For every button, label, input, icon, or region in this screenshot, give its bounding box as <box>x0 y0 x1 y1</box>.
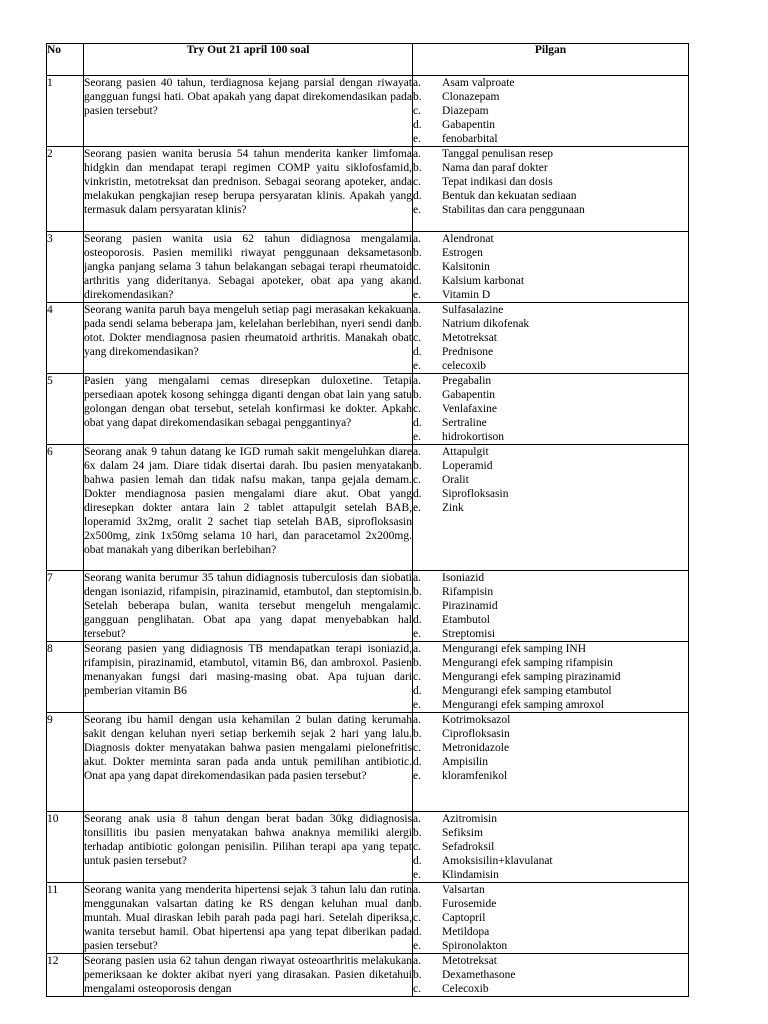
option-item <box>413 599 688 613</box>
option-letter: a. <box>413 714 421 726</box>
option-item <box>413 627 688 641</box>
option-item <box>413 670 688 684</box>
option-item <box>413 826 688 840</box>
option-letter: b. <box>413 586 422 598</box>
question-text: Seorang ibu hamil dengan usia kehamilan 2 bulan dating kerumah sakit dengan keluhan nyeri setiap berkemih sejak 2 hari yang lalu. Diagnosis dokter menyatakan bahwa pasien mengalami pielonefritis akut. Dokter meminta saran pada anda untuk pemilihan antibiotic. Onat apa yang dapat direkomendasikan pada pasien tersebut? <box>84 713 413 812</box>
option-item <box>413 246 688 260</box>
option-letter: e. <box>413 204 421 216</box>
option-item <box>413 118 688 132</box>
question-text: Seorang pasien wanita berusia 54 tahun menderita kanker limfoma hidgkin dan mendapat terapi regimen COMP yaitu siklofosfamid, vinkristin, metotreksat dan prednison. Sebagai seorang apoteker, anda melakukan pengkajian resep berupa persyaratan klinis. Apakah yang termasuk dalam persyaratan klinis? <box>84 147 413 232</box>
option-letter: a. <box>413 77 421 89</box>
option-text: Azitromisin <box>442 813 497 825</box>
option-item <box>413 954 688 968</box>
table-row <box>47 374 689 445</box>
option-letter: d. <box>413 275 422 287</box>
question-text: Seorang wanita berumur 35 tahun didiagnosis tuberculosis dan siobati dengan isoniazid, rifampisin, pirazinamid, etambutol, dan steptomisin. Setelah beberapa bulan, wanita tersebut mengeluh mengalami gangguan penglihatan. Obat apa yang dapat menyebabkan hal tersebut? <box>84 572 412 640</box>
option-item <box>413 925 688 939</box>
option-text: Stabilitas dan cara penggunaan <box>442 204 585 216</box>
option-letter: a. <box>413 233 421 245</box>
option-item <box>413 755 688 769</box>
option-item <box>413 203 688 217</box>
option-letter: c. <box>413 983 421 995</box>
option-item <box>413 868 688 882</box>
option-letter: b. <box>413 898 422 910</box>
options-cell <box>413 571 689 642</box>
option-item <box>413 132 688 146</box>
option-text: Tanggal penulisan resep <box>442 148 553 160</box>
question-number: 3 <box>47 232 84 303</box>
option-item <box>413 769 688 783</box>
option-text: Spironolakton <box>442 940 508 952</box>
question-number: 8 <box>47 642 84 713</box>
question-number: 7 <box>47 571 84 642</box>
table-row <box>47 232 689 303</box>
header-title: Try Out 21 april 100 soal <box>84 44 413 76</box>
option-letter: e. <box>413 289 421 301</box>
option-item <box>413 459 688 473</box>
option-text: Sertraline <box>442 417 487 429</box>
option-letter: d. <box>413 614 422 626</box>
option-letter: b. <box>413 318 422 330</box>
option-letter: e. <box>413 628 421 640</box>
question-text: Seorang pasien yang didiagnosis TB mendapatkan terapi isoniazid, rifampisin, pirazinamid, etambutol, vitamin B6, dan ambroxol. Pasien menanyakan fungsi dari masing-masing obat. Apa tujuan dari pemberian vitamin B6 <box>84 642 413 713</box>
option-item <box>413 684 688 698</box>
option-item <box>413 656 688 670</box>
option-text: Metotreksat <box>442 955 497 967</box>
option-text: Mengurangi efek samping rifampisin <box>442 657 613 669</box>
table-row <box>47 445 689 571</box>
question-number: 5 <box>47 374 84 445</box>
option-item <box>413 501 688 515</box>
option-text: Kalsium karbonat <box>442 275 525 287</box>
option-item <box>413 374 688 388</box>
option-item <box>413 982 688 996</box>
option-item <box>413 487 688 501</box>
table-row <box>47 713 689 812</box>
option-text: Kotrimoksazol <box>442 714 511 726</box>
option-item <box>413 104 688 118</box>
option-text: Mengurangi efek samping pirazinamid <box>442 671 621 683</box>
option-letter: c. <box>413 912 421 924</box>
option-item <box>413 402 688 416</box>
option-item <box>413 388 688 402</box>
option-item <box>413 175 688 189</box>
option-letter: e. <box>413 360 421 372</box>
option-letter: c. <box>413 742 421 754</box>
option-letter: a. <box>413 304 421 316</box>
option-letter: e. <box>413 431 421 443</box>
option-item <box>413 430 688 444</box>
option-letter: a. <box>413 955 421 967</box>
option-item <box>413 232 688 246</box>
option-text: celecoxib <box>442 360 487 372</box>
option-item <box>413 303 688 317</box>
option-text: Nama dan paraf dokter <box>442 162 548 174</box>
option-letter: e. <box>413 770 421 782</box>
question-table <box>46 43 689 997</box>
option-letter: c. <box>413 332 421 344</box>
option-letter: c. <box>413 671 421 683</box>
option-item <box>413 840 688 854</box>
header-no: No <box>47 44 84 76</box>
option-letter: a. <box>413 375 421 387</box>
option-item <box>413 147 688 161</box>
option-item <box>413 911 688 925</box>
option-item <box>413 189 688 203</box>
option-letter: d. <box>413 488 422 500</box>
option-letter: b. <box>413 657 422 669</box>
option-letter: d. <box>413 346 422 358</box>
option-text: Sefiksim <box>442 827 483 839</box>
option-letter: b. <box>413 969 422 981</box>
option-text: Mengurangi efek samping etambutol <box>442 685 612 697</box>
option-letter: c. <box>413 841 421 853</box>
option-text: Kalsitonin <box>442 261 490 273</box>
question-number: 1 <box>47 76 84 147</box>
option-text: hidrokortison <box>442 431 504 443</box>
option-item <box>413 473 688 487</box>
option-item <box>413 897 688 911</box>
option-item <box>413 161 688 175</box>
option-text: Ciprofloksasin <box>442 728 510 740</box>
question-number: 4 <box>47 303 84 374</box>
option-text: Metronidazole <box>442 742 510 754</box>
option-text: Alendronat <box>442 233 494 245</box>
option-letter: a. <box>413 572 421 584</box>
option-item <box>413 883 688 897</box>
option-text: Venlafaxine <box>442 403 497 415</box>
option-text: Estrogen <box>442 247 483 259</box>
option-text: Gabapentin <box>442 389 496 401</box>
options-cell <box>413 374 689 445</box>
table-header-row <box>47 44 689 76</box>
option-letter: b. <box>413 389 422 401</box>
option-item <box>413 90 688 104</box>
option-letter: e. <box>413 502 421 514</box>
option-text: Tepat indikasi dan dosis <box>442 176 553 188</box>
options-cell <box>413 954 689 997</box>
option-letter: e. <box>413 699 421 711</box>
question-number: 10 <box>47 812 84 883</box>
option-item <box>413 445 688 459</box>
option-letter: c. <box>413 105 421 117</box>
options-cell <box>413 713 689 812</box>
option-letter: c. <box>413 474 421 486</box>
option-letter: b. <box>413 728 422 740</box>
option-item <box>413 968 688 982</box>
option-letter: b. <box>413 91 422 103</box>
option-item <box>413 274 688 288</box>
option-item <box>413 741 688 755</box>
table-row <box>47 883 689 954</box>
option-item <box>413 585 688 599</box>
options-cell <box>413 445 689 571</box>
question-text: Seorang pasien wanita usia 62 tahun didiagnosa mengalami osteoporosis. Pasien memiliki riwayat penggunaan deksametason jangka panjang selama 3 tahun belakangan sebagai terapi rheumatoid arthritis yang dideritanya. Sebagai apoteker, obat apa yang akan direkomendasikan? <box>84 233 412 301</box>
option-letter: c. <box>413 600 421 612</box>
option-text: Vitamin D <box>442 289 491 301</box>
option-letter: e. <box>413 133 421 145</box>
option-letter: a. <box>413 148 421 160</box>
option-text: Amoksisilin+klavulanat <box>442 855 553 867</box>
option-item <box>413 76 688 90</box>
option-item <box>413 713 688 727</box>
option-text: Rifampisin <box>442 586 494 598</box>
table-row <box>47 303 689 374</box>
question-number: 12 <box>47 954 84 997</box>
option-item <box>413 288 688 302</box>
option-item <box>413 854 688 868</box>
option-item <box>413 359 688 373</box>
option-item <box>413 571 688 585</box>
option-text: Etambutol <box>442 614 490 626</box>
option-text: fenobarbital <box>442 133 498 145</box>
option-item <box>413 727 688 741</box>
table-row <box>47 571 689 642</box>
option-text: Prednisone <box>442 346 494 358</box>
option-letter: b. <box>413 247 422 259</box>
option-text: Metildopa <box>442 926 490 938</box>
question-text: Pasien yang mengalami cemas diresepkan duloxetine. Tetapi persediaan apotek kosong sehingga diganti dengan obat lain yang satu golongan dengan obat tersebut, setelah konfirmasi ke dokter. Apkah obat yang dapat direkomendasikan sebagai penggantinya? <box>84 374 413 445</box>
question-number: 9 <box>47 713 84 812</box>
option-text: Dexamethasone <box>442 969 516 981</box>
option-text: Natrium dikofenak <box>442 318 530 330</box>
option-letter: a. <box>413 813 421 825</box>
option-text: Diazepam <box>442 105 489 117</box>
option-text: Klindamisin <box>442 869 499 881</box>
option-letter: b. <box>413 162 422 174</box>
option-item <box>413 345 688 359</box>
option-text: Pregabalin <box>442 375 492 387</box>
table-row <box>47 954 689 997</box>
options-cell <box>413 812 689 883</box>
option-text: Clonazepam <box>442 91 500 103</box>
header-choices: Pilgan <box>413 44 689 76</box>
option-letter: d. <box>413 119 422 131</box>
question-number: 6 <box>47 445 84 571</box>
option-letter: d. <box>413 190 422 202</box>
options-cell <box>413 232 689 303</box>
option-text: Loperamid <box>442 460 493 472</box>
option-text: Valsartan <box>442 884 485 896</box>
option-text: Celecoxib <box>442 983 489 995</box>
option-text: Oralit <box>442 474 469 486</box>
question-text: Seorang pasien 40 tahun, terdiagnosa kejang parsial dengan riwayat gangguan fungsi hati. Obat apakah yang dapat direkomendasikan pada pasien tersebut? <box>84 76 413 147</box>
option-item <box>413 260 688 274</box>
option-text: Streptomisi <box>442 628 496 640</box>
option-text: Siprofloksasin <box>442 488 509 500</box>
option-letter: b. <box>413 460 422 472</box>
option-text: Mengurangi efek samping amroxol <box>442 699 604 711</box>
option-text: Asam valproate <box>442 77 515 89</box>
option-letter: d. <box>413 926 422 938</box>
table-row <box>47 642 689 713</box>
option-text: kloramfenikol <box>442 770 508 782</box>
option-item <box>413 812 688 826</box>
options-cell <box>413 303 689 374</box>
question-text: Seorang wanita paruh baya mengeluh setiap pagi merasakan kekakuan pada sendi selama beberapa jam, kelelahan berlebihan, nyeri sendi dan otot. Dokter mendiagnosa pasien rheumatoid arthritis. Manakah obat yang direkomendasikan? <box>84 303 413 374</box>
option-text: Sefadroksil <box>442 841 495 853</box>
option-text: Mengurangi efek samping INH <box>442 643 587 655</box>
question-text: Seorang anak 9 tahun datang ke IGD rumah sakit mengeluhkan diare 6x dalam 24 jam. Diare tidak disertai darah. Ibu pasien menyatakan bahwa pasien lemah dan tidak nafsu makan, tanpa gejala demam. Dokter mendiagnosa pasien mengalami diare akut. Obat yang diresepkan dokter antara lain 2 tablet attapulgit setelah BAB, loperamid 3x2mg, oralit 2 sachet tiap setelah BAB, siprofloksasin 2x500mg, zink 1x50mg selama 10 hari, dan paracetamol 2x200mg. obat manakah yang diberikan berlebihan? <box>84 445 413 571</box>
option-text: Attapulgit <box>442 446 489 458</box>
option-letter: e. <box>413 940 421 952</box>
options-cell <box>413 147 689 232</box>
option-letter: e. <box>413 869 421 881</box>
option-letter: d. <box>413 685 422 697</box>
option-item <box>413 939 688 953</box>
option-item <box>413 317 688 331</box>
options-cell <box>413 883 689 954</box>
option-letter: a. <box>413 446 421 458</box>
option-text: Ampisilin <box>442 756 489 768</box>
question-text: Seorang pasien usia 62 tahun dengan riwayat osteoarthritis melakukan pemeriksaan ke dokter akibat nyeri yang dirasakan. Pasien diketahui mengalami osteoporosis dengan <box>84 955 412 995</box>
option-text: Sulfasalazine <box>442 304 504 316</box>
option-letter: d. <box>413 855 422 867</box>
option-item <box>413 331 688 345</box>
options-cell <box>413 642 689 713</box>
option-letter: c. <box>413 403 421 415</box>
option-text: Zink <box>442 502 464 514</box>
table-row <box>47 147 689 232</box>
option-letter: c. <box>413 176 421 188</box>
options-cell <box>413 76 689 147</box>
option-letter: d. <box>413 756 422 768</box>
option-text: Furosemide <box>442 898 497 910</box>
option-text: Gabapentin <box>442 119 496 131</box>
question-text: Seorang wanita yang menderita hipertensi sejak 3 tahun lalu dan rutin menggunakan valsartan dating ke RS dengan keluhan mual dan muntah. Mual diraskan lebih parah pada pagi hari. Setelah diperiksa, wanita tersebut hamil. Obat hipertensi apa yang tepat diberikan pada pasien tersebut? <box>84 884 412 952</box>
option-text: Bentuk dan kekuatan sediaan <box>442 190 577 202</box>
table-row <box>47 812 689 883</box>
table-row <box>47 76 689 147</box>
option-text: Isoniazid <box>442 572 485 584</box>
option-text: Pirazinamid <box>442 600 498 612</box>
option-item <box>413 698 688 712</box>
option-item <box>413 416 688 430</box>
option-item <box>413 613 688 627</box>
option-text: Captopril <box>442 912 486 924</box>
option-letter: a. <box>413 884 421 896</box>
option-item <box>413 642 688 656</box>
question-number: 2 <box>47 147 84 232</box>
option-text: Metotreksat <box>442 332 497 344</box>
option-letter: a. <box>413 643 421 655</box>
question-number: 11 <box>47 883 84 954</box>
option-letter: c. <box>413 261 421 273</box>
option-letter: d. <box>413 417 422 429</box>
option-letter: b. <box>413 827 422 839</box>
question-text: Seorang anak usia 8 tahun dengan berat badan 30kg didiagnosis tonsillitis ibu pasien menyatakan bahwa anaknya memiliki alergi terhadap antibiotic golongan penisilin. Pilihan terapi apa yang tepat untuk pasien tersebut? <box>84 812 413 883</box>
